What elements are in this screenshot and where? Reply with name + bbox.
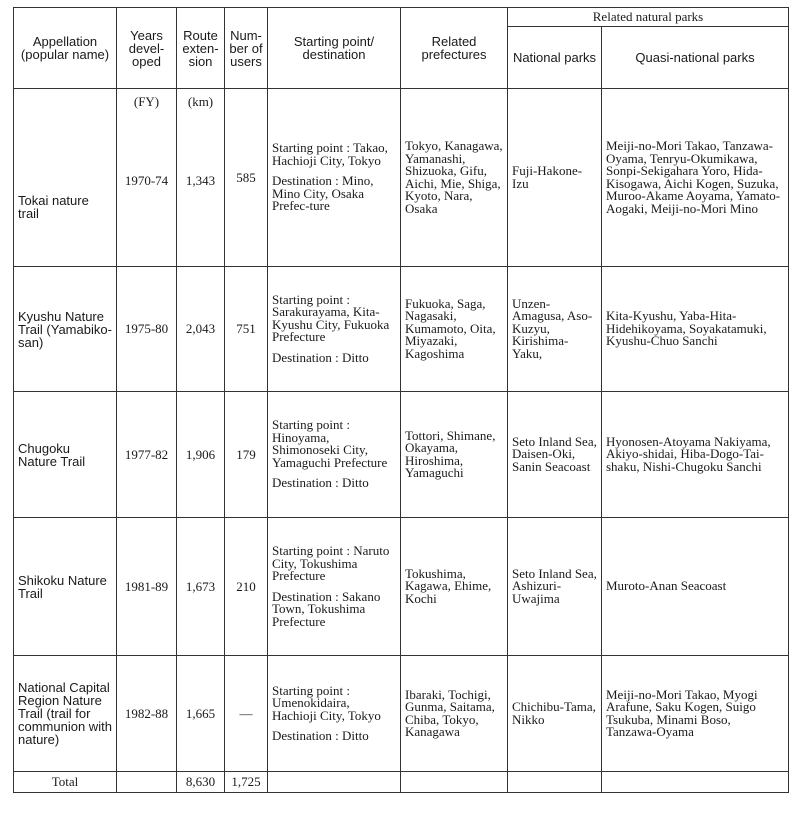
cell-appellation: Tokai nature trail — [14, 89, 117, 267]
header-years-developed: Years devel-oped — [117, 8, 177, 89]
header-number-of-users: Num-ber of users — [225, 8, 268, 89]
nature-trails-table — [13, 7, 789, 793]
cell-quasi-national-parks: Meiji-no-Mori Takao, Tanzawa-Oyama, Tenryu-Okumikawa, Sonpi-Sekigahara Yoro, Hida-Kisogawa, Aichi Kogen, Suzuka, Muroo-Akame Aoyama, Yamato-Aogaki, Meiji-no-Mori Mino — [602, 89, 789, 267]
header-national-parks: National parks — [508, 27, 602, 89]
cell-prefectures: Fukuoka, Saga, Nagasaki, Kumamoto, Oita, Miyazaki, Kagoshima — [401, 267, 508, 392]
cell-national-parks: Unzen-Amagusa, Aso-Kuzyu, Kirishima-Yaku, — [508, 267, 602, 392]
cell-years: 1981-89 — [117, 518, 177, 656]
cell-starting-point: Starting point : Hinoyama, Shimonoseki City, Yamaguchi Prefecture Destination : Ditto — [268, 392, 401, 518]
cell-users: 751 — [225, 267, 268, 392]
cell-years: (FY) 1970-74 — [117, 89, 177, 267]
header-row-1 — [14, 8, 789, 27]
cell-appellation: Shikoku Nature Trail — [14, 518, 117, 656]
total-quasi-empty — [602, 772, 789, 793]
total-row — [14, 772, 789, 793]
cell-prefectures: Tottori, Shimane, Okayama, Hiroshima, Yamaguchi — [401, 392, 508, 518]
total-label: Total — [14, 772, 117, 793]
header-quasi-national-parks: Quasi-national parks — [602, 27, 789, 89]
cell-starting-point: Starting point : Naruto City, Tokushima Prefecture Destination : Sakano Town, Tokushima Prefecture — [268, 518, 401, 656]
cell-starting-point: Starting point : Umenokidaira, Hachioji City, Tokyo Destination : Ditto — [268, 656, 401, 772]
total-users: 1,725 — [225, 772, 268, 793]
total-prefectures-empty — [401, 772, 508, 793]
cell-years: 1975-80 — [117, 267, 177, 392]
table-row — [14, 656, 789, 772]
cell-quasi-national-parks: Kita-Kyushu, Yaba-Hita-Hidehikoyama, Soyakatamuki, Kyushu-Chuo Sanchi — [602, 267, 789, 392]
cell-quasi-national-parks: Meiji-no-Mori Takao, Myogi Arafune, Saku Kogen, Suigo Tsukuba, Minami Boso, Tanzawa-Oyama — [602, 656, 789, 772]
cell-national-parks: Seto Inland Sea, Daisen-Oki, Sanin Seacoast — [508, 392, 602, 518]
cell-starting-point: Starting point : Sarakurayama, Kita-Kyushu City, Fukuoka Prefecture Destination : Ditto — [268, 267, 401, 392]
cell-route: 1,906 — [177, 392, 225, 518]
table-row — [14, 518, 789, 656]
cell-users: 179 — [225, 392, 268, 518]
header-appellation: Appellation (popular name) — [14, 8, 117, 89]
table-row — [14, 267, 789, 392]
cell-prefectures: Tokyo, Kanagawa, Yamanashi, Shizuoka, Gifu, Aichi, Mie, Shiga, Kyoto, Nara, Osaka — [401, 89, 508, 267]
cell-appellation: Chugoku Nature Trail — [14, 392, 117, 518]
cell-prefectures: Ibaraki, Tochigi, Gunma, Saitama, Chiba, Tokyo, Kanagawa — [401, 656, 508, 772]
cell-quasi-national-parks: Hyonosen-Atoyama Nakiyama, Akiyo-shidai, Hiba-Dogo-Tai-shaku, Nishi-Chugoku Sanchi — [602, 392, 789, 518]
unit-km: (km) — [187, 94, 214, 109]
cell-national-parks: Seto Inland Sea, Ashizuri-Uwajima — [508, 518, 602, 656]
header-related-natural-parks: Related natural parks — [508, 8, 789, 27]
unit-fy: (FY) — [133, 94, 160, 109]
cell-years: 1977-82 — [117, 392, 177, 518]
cell-route: (km) 1,343 — [177, 89, 225, 267]
cell-appellation: Kyushu Nature Trail (Yamabiko-san) — [14, 267, 117, 392]
cell-starting-point: Starting point : Takao, Hachioji City, Tokyo Destination : Mino, Mino City, Osaka Prefec-ture — [268, 89, 401, 267]
cell-years: 1982-88 — [117, 656, 177, 772]
table-row — [14, 89, 789, 267]
header-route-extension: Route exten-sion — [177, 8, 225, 89]
total-route: 8,630 — [177, 772, 225, 793]
nature-trail-table-page — [13, 7, 788, 793]
header-related-prefectures: Related prefectures — [401, 8, 508, 89]
cell-appellation: National Capital Region Nature Trail (trail for communion with nature) — [14, 656, 117, 772]
cell-route: 1,673 — [177, 518, 225, 656]
cell-users: — — [225, 656, 268, 772]
header-starting-point: Starting point/ destination — [268, 8, 401, 89]
cell-prefectures: Tokushima, Kagawa, Ehime, Kochi — [401, 518, 508, 656]
cell-users: 585 — [225, 89, 268, 267]
cell-users: 210 — [225, 518, 268, 656]
cell-national-parks: Fuji-Hakone-Izu — [508, 89, 602, 267]
table-row — [14, 392, 789, 518]
cell-route: 1,665 — [177, 656, 225, 772]
cell-quasi-national-parks: Muroto-Anan Seacoast — [602, 518, 789, 656]
total-national-empty — [508, 772, 602, 793]
total-start-empty — [268, 772, 401, 793]
cell-route: 2,043 — [177, 267, 225, 392]
cell-national-parks: Chichibu-Tama, Nikko — [508, 656, 602, 772]
total-years-empty — [117, 772, 177, 793]
